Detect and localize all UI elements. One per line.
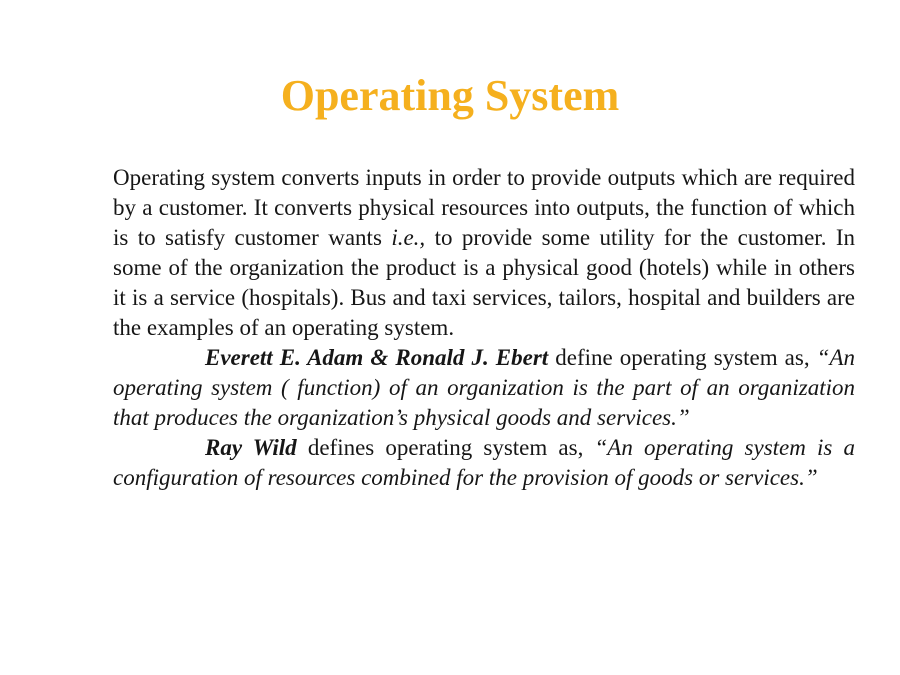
ray-wild-definition-paragraph [113,433,855,493]
slide-body [113,163,855,493]
adam-ebert-definition-paragraph [113,343,855,433]
text-segment-ie-abbreviation: i.e., [391,225,426,250]
slide-title: Operating System [280,71,620,120]
text-segment: to provide some utility for the customer. In some of the organization the product is a physical good (hotels) while in others it is a service (hospitals). Bus and taxi services, tailors, hospital and builders are the examples of an operating system. [113,225,856,340]
text-segment: define operating system as, [555,345,817,370]
text-segment: Operating system converts inputs in order to provide outputs which are required by a customer. It converts physical resources into outputs, the function of which is to satisfy customer wants [113,165,855,250]
text-segment: defines operating system as, [307,435,595,460]
intro-paragraph [113,163,855,343]
quotation-text: “An operating system is a configuration of resources combined for the provision of goods or services.” [113,435,856,490]
quotation-text: “An operating system ( function) of an organization is the part of an organization that produces the organization’s physical goods and services.” [113,345,856,430]
author-names: Everett E. Adam & Ronald J. Ebert [205,345,549,370]
author-names: Ray Wild [205,435,297,460]
